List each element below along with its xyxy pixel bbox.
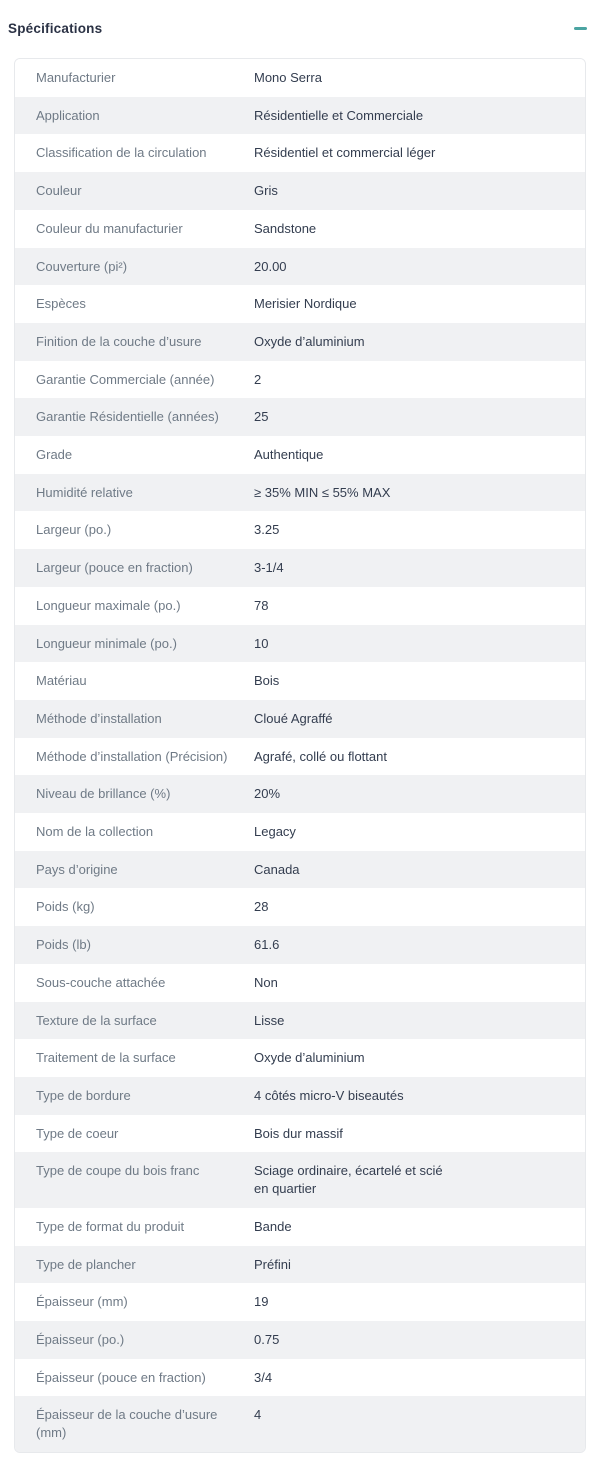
spec-value: 4 [254,1407,262,1423]
spec-label: Garantie Résidentielle (années) [36,409,219,425]
collapse-section-button[interactable] [572,22,588,36]
table-row [15,813,585,851]
spec-label: Largeur (po.) [36,522,112,538]
table-row [15,587,585,625]
spec-value: 20.00 [254,258,287,274]
spec-label: Longueur maximale (po.) [36,597,181,613]
spec-value: Sandstone [254,220,317,236]
spec-label: Pays d’origine [36,861,118,877]
spec-label: Niveau de brillance (%) [36,786,171,802]
spec-label: Nom de la collection [36,824,154,840]
spec-value: Non [254,974,278,990]
spec-value: ≥ 35% MIN ≤ 55% MAX [254,484,391,500]
table-row [15,210,585,248]
spec-label: Garantie Commerciale (année) [36,371,215,387]
spec-label: Espèces [36,296,86,312]
spec-label: Sous-couche attachée [36,974,166,990]
table-row [15,59,585,97]
spec-value: 20% [254,786,281,802]
spec-label: Épaisseur (mm) [36,1294,128,1310]
table-row [15,361,585,399]
spec-value: Résidentielle et Commerciale [254,107,424,123]
spec-value: Merisier Nordique [254,296,357,312]
spec-value: 28 [254,899,269,915]
spec-label: Classification de la circulation [36,145,207,161]
table-row [15,964,585,1002]
spec-label: Couleur du manufacturier [36,220,183,236]
spec-value: Agrafé, collé ou flottant [254,748,387,764]
table-row [15,1115,585,1153]
spec-label: Finition de la couche d’usure [36,333,202,349]
spec-value: Résidentiel et commercial léger [254,145,436,161]
spec-label: Texture de la surface [36,1012,157,1028]
spec-label: Poids (lb) [36,937,91,953]
spec-value: 10 [254,635,269,651]
spec-label: Épaisseur (pouce en fraction) [36,1369,206,1385]
spec-value: Oxyde d’aluminium [254,333,365,349]
spec-label: Type de bordure [36,1087,131,1103]
spec-value: Oxyde d’aluminium [254,1050,365,1066]
spec-label: Manufacturier [36,70,116,85]
table-row [15,1246,585,1284]
table-row [15,134,585,172]
table-row [15,662,585,700]
spec-value: 3.25 [254,522,280,538]
spec-label: Méthode d’installation [36,710,162,726]
spec-label: Couleur [36,183,82,199]
spec-label: Épaisseur de la couche d’usure (mm) [36,1407,218,1441]
spec-value: 78 [254,597,269,613]
table-row [15,738,585,776]
spec-value: Lisse [254,1012,285,1028]
spec-value: Legacy [254,824,296,840]
spec-label: Type de coupe du bois franc [36,1163,200,1179]
table-row [15,1208,585,1246]
spec-value: Sciage ordinaire, écartelé et scié en quartier [254,1163,443,1197]
table-row [15,926,585,964]
spec-value: Cloué Agraffé [254,710,333,726]
spec-value: 2 [254,371,262,387]
spec-label: Type de format du produit [36,1218,185,1234]
table-row [15,474,585,512]
spec-value: 0.75 [254,1331,280,1347]
table-row [15,323,585,361]
table-row [15,851,585,889]
spec-value: Bande [254,1218,292,1234]
spec-label: Grade [36,447,73,463]
table-row [15,172,585,210]
spec-label: Méthode d’installation (Précision) [36,748,228,764]
table-row [15,1283,585,1321]
spec-label: Type de coeur [36,1125,119,1141]
spec-label: Traitement de la surface [36,1050,176,1066]
spec-label: Longueur minimale (po.) [36,635,177,651]
spec-value: Gris [254,183,278,199]
spec-value: 4 côtés micro-V biseautés [254,1087,404,1103]
spec-value: 25 [254,409,269,425]
spec-table [14,58,586,1453]
spec-value: 19 [254,1294,269,1310]
spec-value: Mono Serra [254,70,322,85]
table-row [15,775,585,813]
table-row [15,1152,585,1207]
specifications-section-header [0,0,600,36]
table-row [15,625,585,663]
table-row [15,1039,585,1077]
table-row [15,285,585,323]
table-row [15,398,585,436]
table-row [15,700,585,738]
spec-label: Humidité relative [36,484,133,500]
table-row [15,1321,585,1359]
spec-value: Bois [254,673,280,689]
table-row [15,888,585,926]
spec-label: Largeur (pouce en fraction) [36,560,193,576]
spec-label: Type de plancher [36,1256,136,1272]
table-row [15,436,585,474]
table-row [15,511,585,549]
table-row [15,97,585,135]
minus-icon [574,27,587,30]
spec-value: 3/4 [254,1369,273,1385]
spec-label: Épaisseur (po.) [36,1331,125,1347]
spec-value: 3-1/4 [254,560,284,576]
table-row [15,1002,585,1040]
table-row [15,549,585,587]
spec-value: Préfini [254,1256,291,1272]
table-row [15,248,585,286]
spec-value: Bois dur massif [254,1125,343,1141]
section-title: Spécifications [8,21,103,36]
table-row [15,1396,585,1451]
spec-value: Canada [254,861,300,877]
spec-label: Couverture (pi²) [36,258,128,274]
spec-value: Authentique [254,447,324,463]
table-row [15,1359,585,1397]
spec-label: Poids (kg) [36,899,95,915]
spec-label: Matériau [36,673,87,689]
table-row [15,1077,585,1115]
spec-value: 61.6 [254,937,280,953]
spec-label: Application [36,107,100,123]
